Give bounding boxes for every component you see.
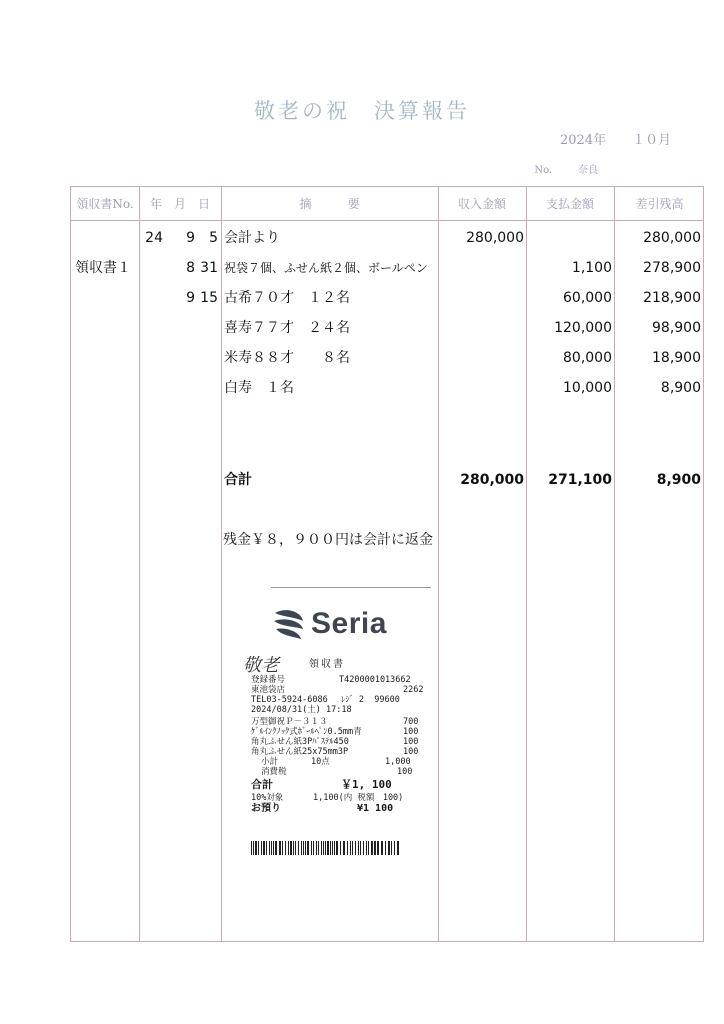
barcode-bar [266, 841, 267, 855]
balance: 280,000 [643, 230, 701, 246]
barcode-bar [307, 841, 309, 855]
day: 31 [200, 260, 218, 276]
seria-brand: Seria [311, 607, 387, 640]
barcode-bar [360, 841, 361, 855]
no-label: No. [534, 165, 553, 176]
barcode-bar [381, 841, 383, 855]
register-no: ﾚｼﾞ 2 99600 [341, 695, 400, 705]
reg-no-label: 登録番号 [251, 675, 286, 685]
barcode-bar [305, 841, 306, 855]
total-balance: 8,900 [656, 472, 701, 488]
receipt-total: ￥1, 100 [341, 778, 392, 791]
report-number [528, 150, 598, 176]
header-divider [71, 220, 703, 221]
ledger-table [70, 186, 704, 942]
barcode-bar [301, 841, 302, 855]
barcode-bar [366, 841, 367, 855]
barcode-bar [336, 841, 338, 855]
barcode-bar [343, 841, 345, 855]
barcode-bar [298, 841, 299, 855]
barcode-bar [318, 841, 319, 855]
barcode-bar [253, 841, 254, 855]
balance: 218,900 [643, 290, 701, 306]
header-description: 摘 要 [299, 197, 360, 211]
barcode-bar [327, 841, 329, 855]
reg-no: T4200001013662 [339, 675, 411, 685]
receipt-no: 領収書１ [75, 260, 131, 276]
barcode-bar [391, 841, 392, 855]
payment: 1,100 [571, 260, 612, 276]
barcode-bar [271, 841, 272, 855]
header-receipt-no: 領収書No. [76, 197, 134, 211]
barcode-bar [303, 841, 304, 855]
tax-label: 消費税 [261, 767, 287, 777]
description: 喜寿７７才 ２４名 [224, 320, 350, 336]
barcode-bar [323, 841, 324, 855]
barcode-bar [258, 841, 259, 855]
barcode-bar [388, 841, 390, 855]
income: 280,000 [466, 230, 524, 246]
barcode-bar [293, 841, 294, 855]
tax10: 1,100(内 税額 100) [313, 793, 404, 803]
barcode-bar [368, 841, 369, 855]
barcode-bar [340, 841, 341, 855]
item-name: 角丸ふせん紙25x75mm3P [251, 747, 349, 757]
subtotal: 1,000 [385, 757, 411, 767]
barcode-bar [316, 841, 317, 855]
barcode-bar [288, 841, 289, 855]
total-label: 合計 [224, 472, 252, 488]
balance: 278,900 [643, 260, 701, 276]
subtotal-label: 小計 [261, 757, 279, 767]
description: 会計より [224, 230, 280, 246]
table-row [71, 226, 705, 250]
item-name: ｹﾞﾙｲﾝｸﾉｯｸ式ﾎﾞｰﾙﾍﾟﾝ0.5mm青 [251, 727, 362, 737]
header-payment: 支払金額 [545, 197, 594, 211]
barcode-bar [330, 841, 331, 855]
barcode-bar [275, 841, 277, 855]
barcode-bar [269, 841, 270, 855]
paid-label: お預り [251, 803, 281, 814]
barcode-bar [363, 841, 364, 855]
barcode-bar [255, 841, 257, 855]
remainder-note: 残金￥８，９００円は会計に返金 [223, 532, 433, 548]
barcode-bar [311, 841, 312, 855]
item-price: 100 [403, 747, 419, 757]
paid: ¥1 100 [357, 803, 394, 814]
barcode-bar [371, 841, 373, 855]
barcode-bar [261, 841, 262, 855]
barcode-bar [377, 841, 379, 855]
barcode-bar [352, 841, 353, 855]
day: 15 [200, 290, 218, 306]
store-tel: TEL03-5924-6086 [251, 695, 328, 705]
report-date: 2024年 １０月 [560, 133, 672, 148]
receipt-edge [271, 587, 431, 588]
tax10-label: 10%対象 [251, 793, 284, 803]
barcode-bar [332, 841, 333, 855]
payment: 10,000 [563, 380, 612, 396]
barcode-bar [321, 841, 322, 855]
table-row [71, 376, 705, 400]
seria-logo [271, 605, 421, 645]
subtotal-qty: 10点 [311, 757, 330, 767]
inspector-sign: 奈良 [578, 165, 599, 176]
total-row [71, 468, 705, 492]
receipt-title: 領収書 [309, 659, 345, 670]
description: 米寿８８才 ８名 [224, 350, 350, 366]
description: 白寿 １名 [224, 380, 294, 396]
payment: 60,000 [563, 290, 612, 306]
header-income: 収入金額 [457, 197, 506, 211]
barcode-bar [347, 841, 348, 855]
store-name: 東池袋店 [251, 685, 286, 695]
item-price: 700 [403, 717, 419, 727]
barcode-bar [350, 841, 351, 855]
table-row [71, 256, 705, 280]
barcode-bar [325, 841, 326, 855]
barcode-bar [374, 841, 376, 855]
month: 8 [186, 260, 195, 276]
receipt-image [231, 587, 449, 863]
barcode-bar [282, 841, 283, 855]
tax: 100 [397, 767, 413, 777]
balance: 98,900 [652, 320, 701, 336]
description: 祝袋７個、ふせん紙２個、ボールペン [224, 261, 428, 275]
month: 9 [186, 230, 195, 246]
barcode-bar [334, 841, 335, 855]
item-price: 100 [403, 737, 419, 747]
item-price: 100 [403, 727, 419, 737]
table-row [71, 316, 705, 340]
barcode-bar [385, 841, 386, 855]
barcode-bar [279, 841, 281, 855]
handwritten-sign: 敬老 [243, 655, 279, 676]
header-balance: 差引残高 [635, 197, 684, 211]
balance: 18,900 [652, 350, 701, 366]
year: 24 [145, 230, 163, 246]
page-title: 敬老の祝 決算報告 [254, 99, 470, 123]
barcode-bar [355, 841, 356, 855]
receipt-datetime: 2024/08/31(土) 17:18 [251, 705, 352, 715]
barcode-bar [394, 841, 395, 855]
item-name: 角丸ふせん紙3Pﾊﾟｽﾃﾙ450 [251, 737, 349, 747]
barcode-bar [313, 841, 314, 855]
payment: 80,000 [563, 350, 612, 366]
store-code: 2262 [403, 685, 424, 695]
description: 古希７０才 １２名 [224, 290, 350, 306]
item-name: 万型御祝Ｐ－３１３ [251, 717, 328, 727]
barcode-bar [358, 841, 359, 855]
barcode-bar [285, 841, 286, 855]
barcode-bar [295, 841, 296, 855]
table-row [71, 286, 705, 310]
total-payment: 271,100 [548, 472, 612, 488]
barcode-bar [397, 841, 399, 855]
barcode-bar [263, 841, 265, 855]
month: 9 [186, 290, 195, 306]
barcode-icon [251, 841, 403, 855]
receipt-total-label: 合計 [251, 778, 273, 791]
total-income: 280,000 [460, 472, 524, 488]
barcode-bar [290, 841, 292, 855]
balance: 8,900 [660, 380, 701, 396]
seria-leaf-icon [271, 605, 307, 645]
barcode-bar [251, 841, 252, 855]
barcode-bar [273, 841, 274, 855]
day: 5 [209, 230, 218, 246]
header-date: 年 月 日 [149, 197, 210, 211]
payment: 120,000 [554, 320, 612, 336]
table-row [71, 346, 705, 370]
